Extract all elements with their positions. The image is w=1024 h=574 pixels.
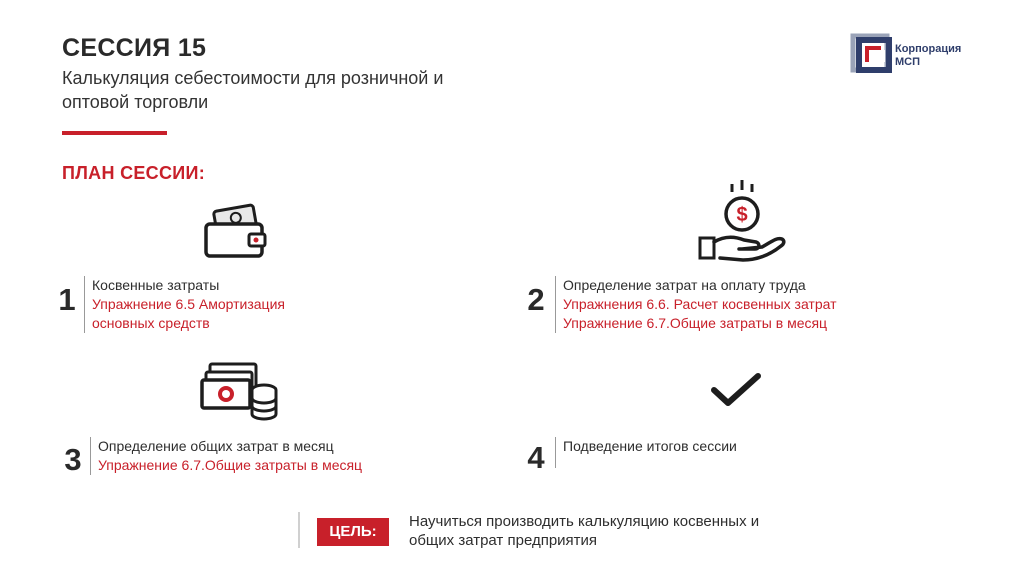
title-divider	[62, 131, 167, 135]
session-title: СЕССИЯ 15	[62, 34, 207, 62]
item-title: Косвенные затраты	[92, 277, 220, 293]
goal-label: ЦЕЛЬ:	[317, 518, 389, 546]
session-subtitle	[62, 66, 662, 114]
hand-coin-icon	[696, 178, 788, 262]
logo-text	[895, 43, 995, 69]
plan-item-1	[84, 276, 422, 333]
item-number-2: 2	[527, 282, 545, 317]
item-title: Определение общих затрат в месяц	[98, 438, 334, 454]
goal-line-1: Научиться производить калькуляцию косвенных и	[409, 513, 760, 530]
item-number-3: 3	[64, 442, 82, 477]
logo-mark-icon	[849, 30, 897, 78]
plan-item-3	[90, 437, 498, 475]
checkmark-icon	[710, 372, 762, 408]
item-exercise: Упражнение 6.7.Общие затраты в месяц	[563, 315, 828, 331]
svg-text:$: $	[736, 204, 748, 226]
item-title: Подведение итогов сессии	[563, 438, 737, 454]
item-exercise: основных средств	[92, 315, 210, 331]
plan-heading: ПЛАН СЕССИИ:	[62, 163, 206, 183]
logo-line-1: Корпорация	[895, 43, 962, 55]
item-title: Определение затрат на оплату труда	[563, 277, 806, 293]
item-number-4: 4	[527, 440, 545, 475]
item-exercise: Упражнение 6.5 Амортизация	[92, 296, 285, 312]
goal-text	[409, 512, 889, 550]
wallet-icon	[203, 202, 269, 260]
item-exercise: Упражнения 6.6. Расчет косвенных затрат	[563, 296, 837, 312]
plan-item-2	[555, 276, 983, 333]
item-exercise: Упражнение 6.7.Общие затраты в месяц	[98, 457, 363, 473]
logo-line-2: МСП	[895, 56, 921, 68]
goal-divider	[298, 512, 300, 548]
subtitle-line-1: Калькуляция себестоимости для розничной и	[62, 68, 444, 88]
plan-item-4	[555, 437, 943, 468]
goal-line-2: общих затрат предприятия	[409, 532, 598, 549]
item-number-1: 1	[58, 282, 76, 317]
cash-coins-icon	[200, 360, 280, 422]
subtitle-line-2: оптовой торговли	[62, 92, 209, 112]
